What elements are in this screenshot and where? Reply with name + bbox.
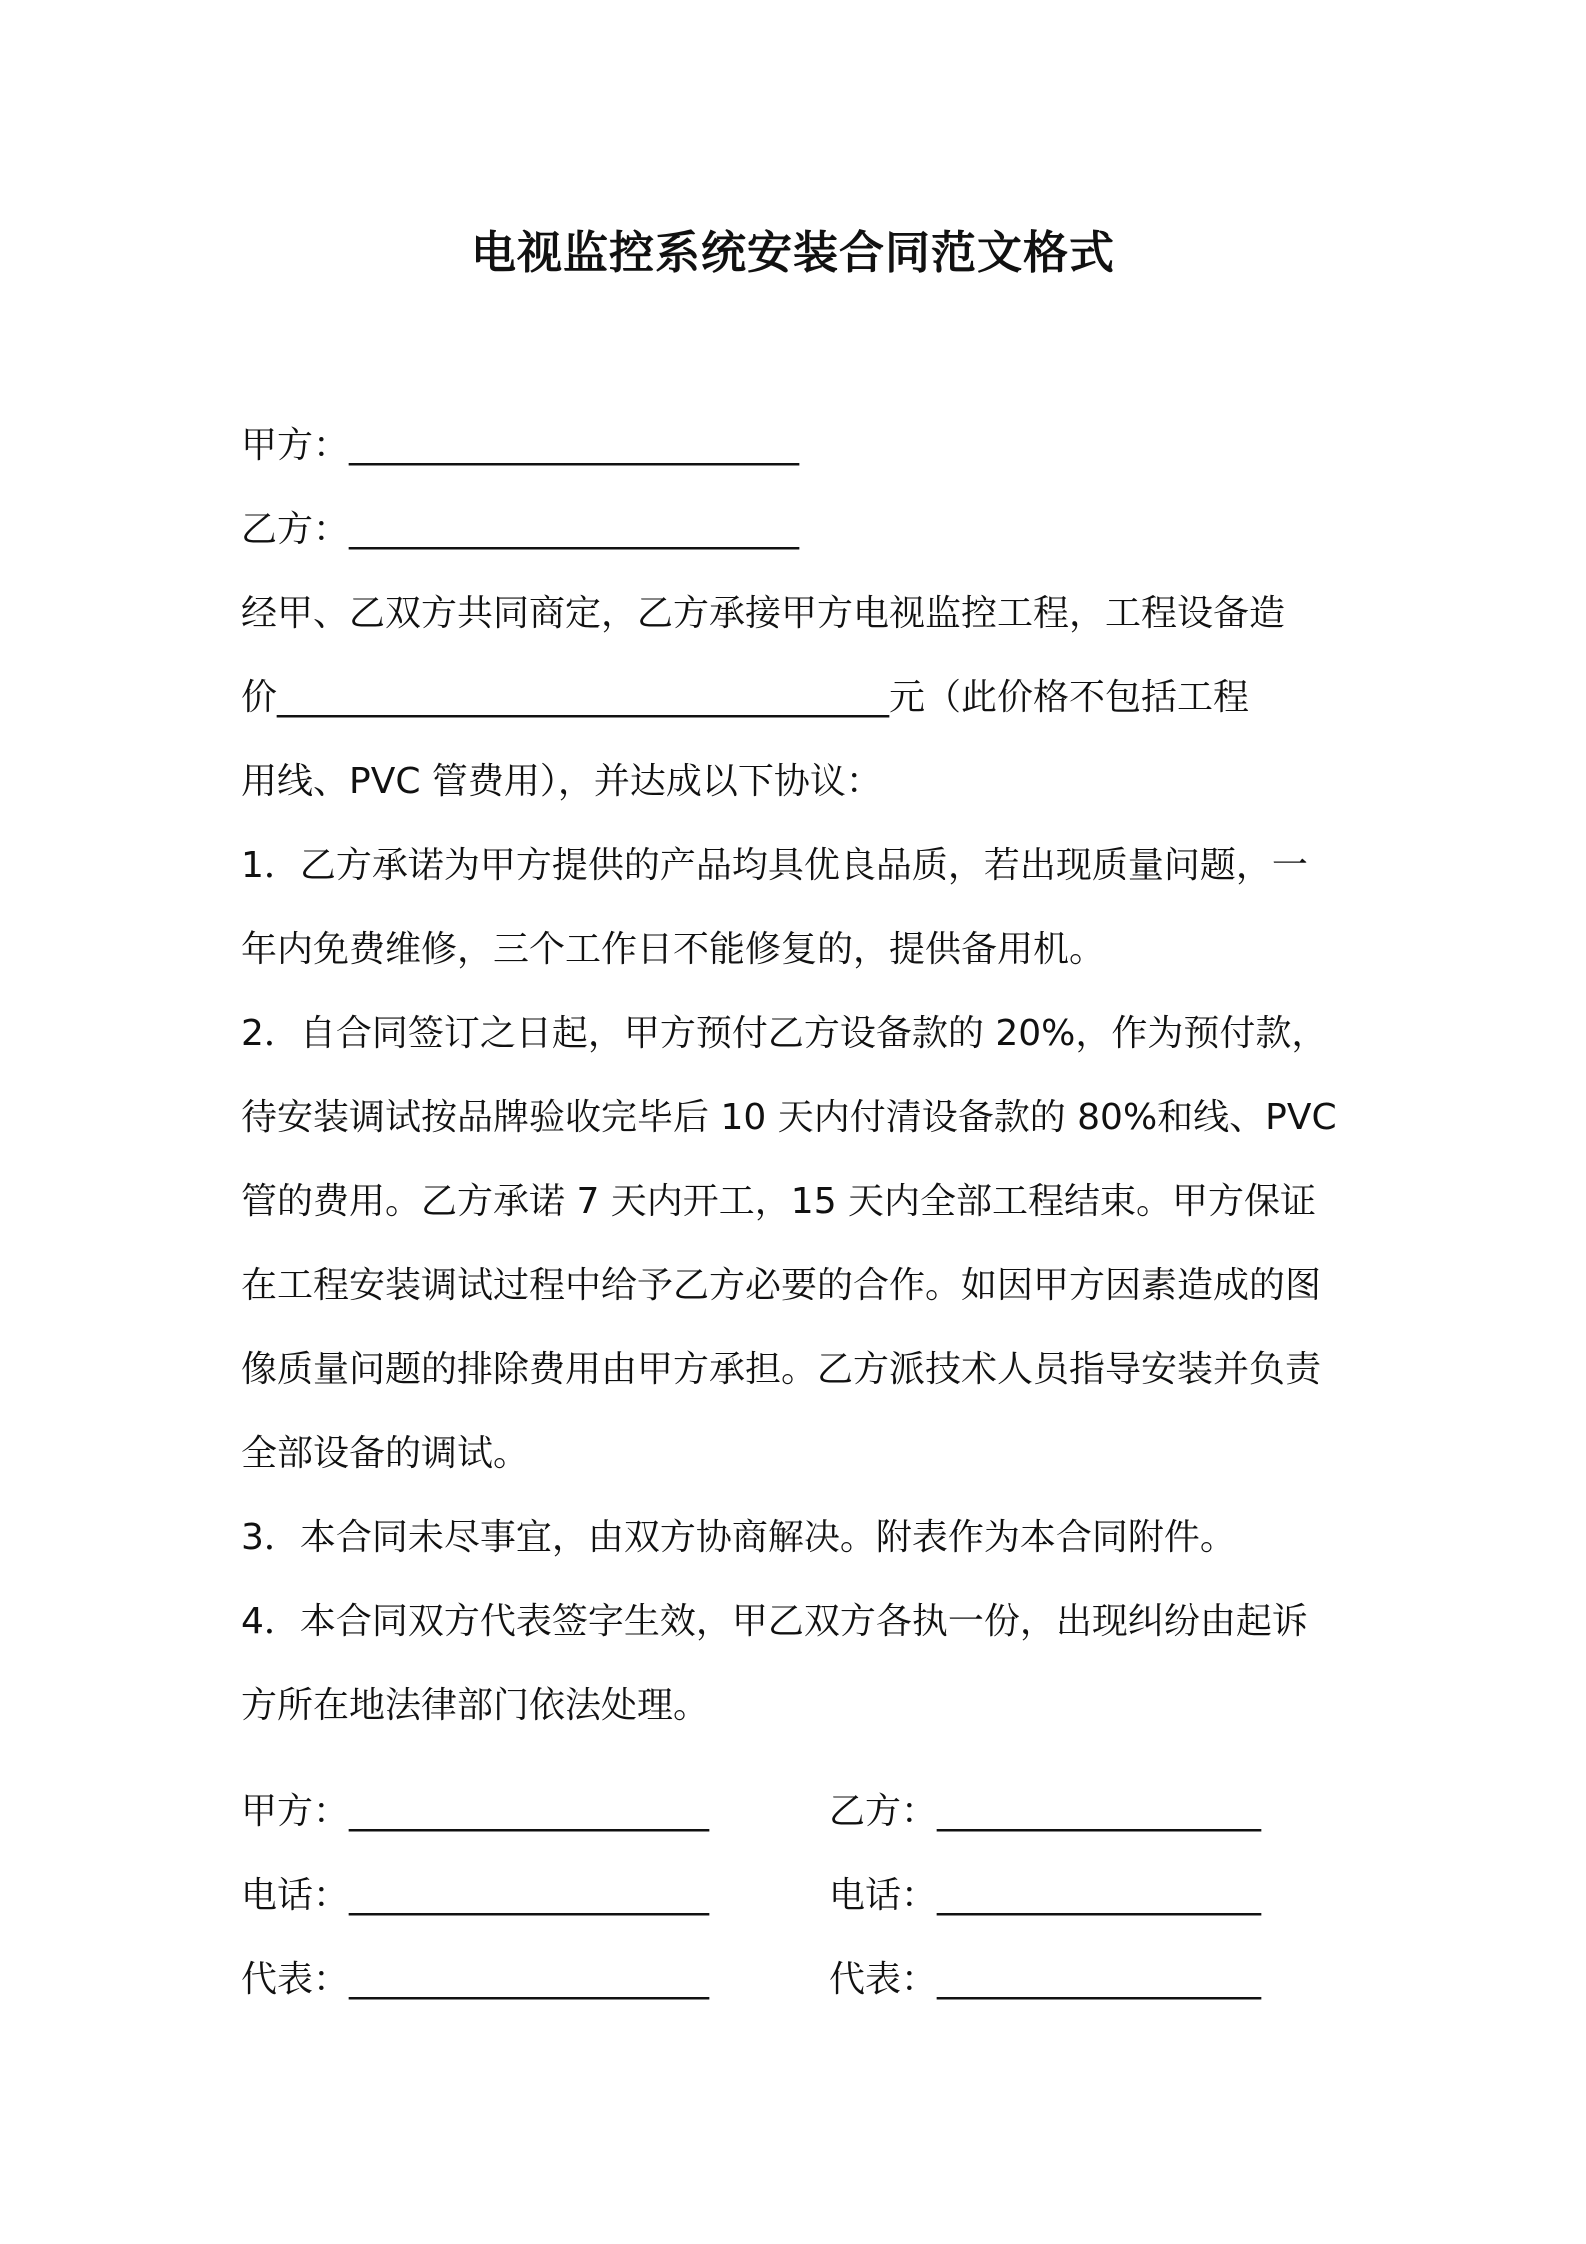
- document-title: 电视监控系统安装合同范文格式: [470, 226, 1115, 279]
- party-b-field: 乙方：_________________________: [241, 509, 800, 550]
- clause-2-line: 像质量问题的排除费用由甲方承担。乙方派技术人员指导安装并负责: [241, 1349, 1322, 1390]
- intro-paragraph: [241, 572, 1359, 824]
- clause-3-line: 3．本合同未尽事宜，由双方协商解决。附表作为本合同附件。: [241, 1517, 1236, 1558]
- clause-2-line: 待安装调试按品牌验收完毕后 10 天内付清设备款的 80%和线、PVC: [241, 1097, 1337, 1138]
- clause-1-line: 1．乙方承诺为甲方提供的产品均具优良品质，若出现质量问题，一: [241, 845, 1308, 886]
- party-b-signature-field: 乙方：__________________: [829, 1791, 1262, 1832]
- intro-line: 经甲、乙双方共同商定，乙方承接甲方电视监控工程，工程设备造: [241, 593, 1286, 634]
- clause-1-line: 年内免费维修，三个工作日不能修复的，提供备用机。: [241, 929, 1106, 970]
- signature-row-representative: [241, 1938, 1359, 2022]
- clause-2-line: 全部设备的调试。: [241, 1433, 530, 1474]
- signature-row-party: [241, 1770, 1359, 1854]
- spacer: [241, 1748, 1359, 1770]
- clause-4-line: 4．本合同双方代表签字生效，甲乙双方各执一份，出现纠纷由起诉: [241, 1601, 1308, 1642]
- party-b-representative-field: 代表：__________________: [829, 1959, 1262, 2000]
- party-a-signature-field: 甲方：____________________: [241, 1791, 710, 1832]
- clause-3: [241, 1496, 1359, 1580]
- contract-body: [241, 404, 1359, 2022]
- party-a-phone-field: 电话：____________________: [241, 1875, 710, 1916]
- party-b-phone-field: 电话：__________________: [829, 1875, 1262, 1916]
- party-a-field: 甲方：_________________________: [241, 425, 800, 466]
- clause-2-line: 2．自合同签订之日起，甲方预付乙方设备款的 20%，作为预付款，: [241, 1013, 1328, 1054]
- clause-2-line: 在工程安装调试过程中给予乙方必要的合作。如因甲方因素造成的图: [241, 1265, 1322, 1306]
- intro-line: 价__________________________________元（此价格不包括工程: [241, 677, 1250, 718]
- signature-row-phone: [241, 1854, 1359, 1938]
- clause-4-line: 方所在地法律部门依法处理。: [241, 1685, 710, 1726]
- intro-line: 用线、PVC 管费用），并达成以下协议：: [241, 761, 882, 802]
- clause-2-line: 管的费用。乙方承诺 7 天内开工，15 天内全部工程结束。甲方保证: [241, 1181, 1317, 1222]
- clause-4: [241, 1580, 1359, 1748]
- clause-1: [241, 824, 1359, 992]
- signature-block: [241, 1770, 1359, 2022]
- clause-2: [241, 992, 1359, 1496]
- party-a-representative-field: 代表：____________________: [241, 1959, 710, 2000]
